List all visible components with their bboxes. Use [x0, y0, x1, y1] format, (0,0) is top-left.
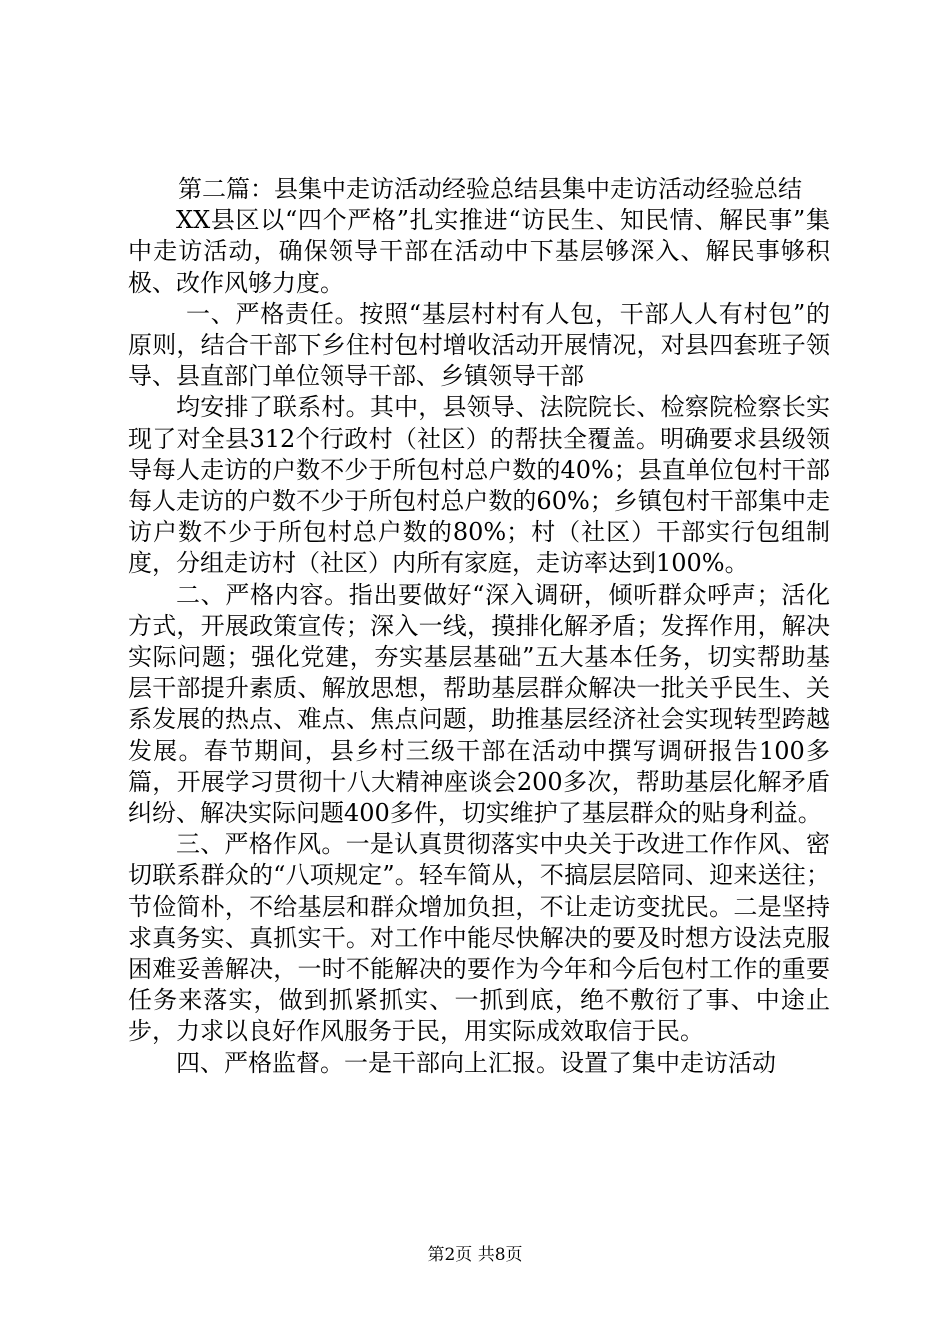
document-body	[128, 174, 830, 1079]
paragraph-supervision: 四、严格监督。一是干部向上汇报。设置了集中走访活动	[176, 1048, 776, 1077]
paragraph-contact-villages: 均安排了联系村。其中，县领导、法院院长、检察院检察长实现了对全县312个行政村（社区）的帮扶全覆盖。明确要求县级领导每人走访的户数不少于所包村总户数的40%；县直单位包村干部每人走访的户数不少于所包村总户数的60%；乡镇包村干部集中走访户数不少于所包村总户数的80%；村（社区）干部实行包组制度，分组走访村（社区）内所有家庭，走访率达到100%。	[128, 393, 830, 578]
paragraph-content: 二、严格内容。指出要做好“深入调研，倾听群众呼声；活化方式，开展政策宣传；深入一线，摸排化解矛盾；发挥作用，解决实际问题；强化党建，夯实基层基础”五大基本任务，切实帮助基层干部提升素质、解放思想，帮助基层群众解决一批关乎民生、关系发展的热点、难点、焦点问题，助推基层经济社会实现转型跨越发展。春节期间，县乡村三级干部在活动中撰写调研报告100多篇，开展学习贯彻十八大精神座谈会200多次，帮助基层化解矛盾纠纷、解决实际问题400多件，切实维护了基层群众的贴身利益。	[128, 580, 830, 828]
paragraph-intro: XX县区以“四个严格”扎实推进“访民生、知民情、解民事”集中走访活动，确保领导干部在活动中下基层够深入、解民事够积极、改作风够力度。	[128, 206, 830, 297]
paragraph-work-style: 三、严格作风。一是认真贯彻落实中央关于改进工作作风、密切联系群众的“八项规定”。轻车简从，不搞层层陪同、迎来送往；节俭简朴，不给基层和群众增加负担，不让走访变扰民。二是坚持求真务实、真抓实干。对工作中能尽快解决的要及时想方设法克服困难妥善解决，一时不能解决的要作为今年和今后包村工作的重要任务来落实，做到抓紧抓实、一抓到底，绝不敷衍了事、中途止步，力求以良好作风服务于民，用实际成效取信于民。	[128, 830, 830, 1046]
document-title: 第二篇：县集中走访活动经验总结县集中走访活动经验总结	[178, 175, 802, 203]
paragraph-responsibility: 一、严格责任。按照“基层村村有人包，干部人人有村包”的原则，结合干部下乡住村包村增收活动开展情况，对县四套班子领导、县直部门单位领导干部、乡镇领导干部	[128, 299, 830, 391]
page-number-footer: 第2页 共8页	[427, 1245, 523, 1265]
